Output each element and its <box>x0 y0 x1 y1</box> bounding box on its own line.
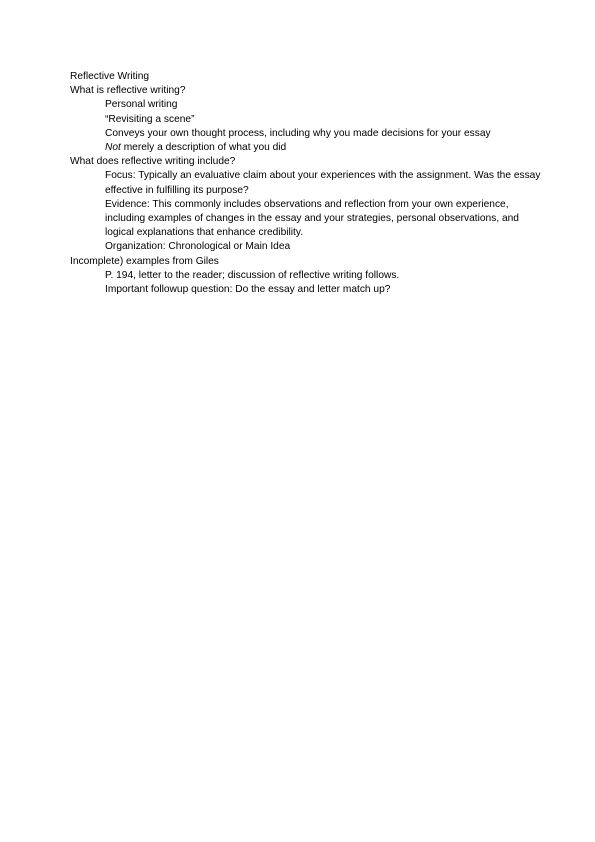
emphasis-not: Not <box>105 142 121 154</box>
list-item-text: Organization: Chronological or Main Idea <box>105 241 291 253</box>
list-item <box>70 127 540 141</box>
list-item-text: P. 194, letter to the reader; discussion of reflective writing follows. <box>105 269 400 281</box>
list-item-text: Important followup question: Do the essay and letter match up? <box>105 284 391 296</box>
list-item <box>70 240 540 254</box>
section-heading-what-does: What does reflective writing include? <box>70 156 236 168</box>
list-item <box>70 283 540 297</box>
list-item <box>70 98 540 112</box>
list-item <box>70 113 540 127</box>
document-title: Reflective Writing <box>70 71 150 82</box>
list-item-text: Evidence: This commonly includes observations and reflection from your own experience, including examples of changes in the essay and your strategies, personal observations, and logical explanations that enhance credibility. <box>105 198 519 239</box>
list-item <box>70 141 540 155</box>
list-item <box>70 198 540 241</box>
list-item-text: Conveys your own thought process, including why you made decisions for your essay <box>105 127 491 139</box>
list-item <box>70 169 540 197</box>
list-item-text <box>105 141 545 155</box>
section-heading-examples: Incomplete) examples from Giles <box>70 255 219 267</box>
list-item <box>70 269 540 283</box>
section-heading-what-is: What is reflective writing? <box>70 85 186 97</box>
list-item-text: “Revisiting a scene” <box>105 113 195 125</box>
list-item-text: Personal writing <box>105 99 178 111</box>
list-item-text: Focus: Typically an evaluative claim about your experiences with the assignment. Was the essay effective in fulfilling its purpose? <box>105 170 541 196</box>
document-page <box>70 70 540 297</box>
list-item-text-rest: merely a description of what you did <box>120 142 287 154</box>
